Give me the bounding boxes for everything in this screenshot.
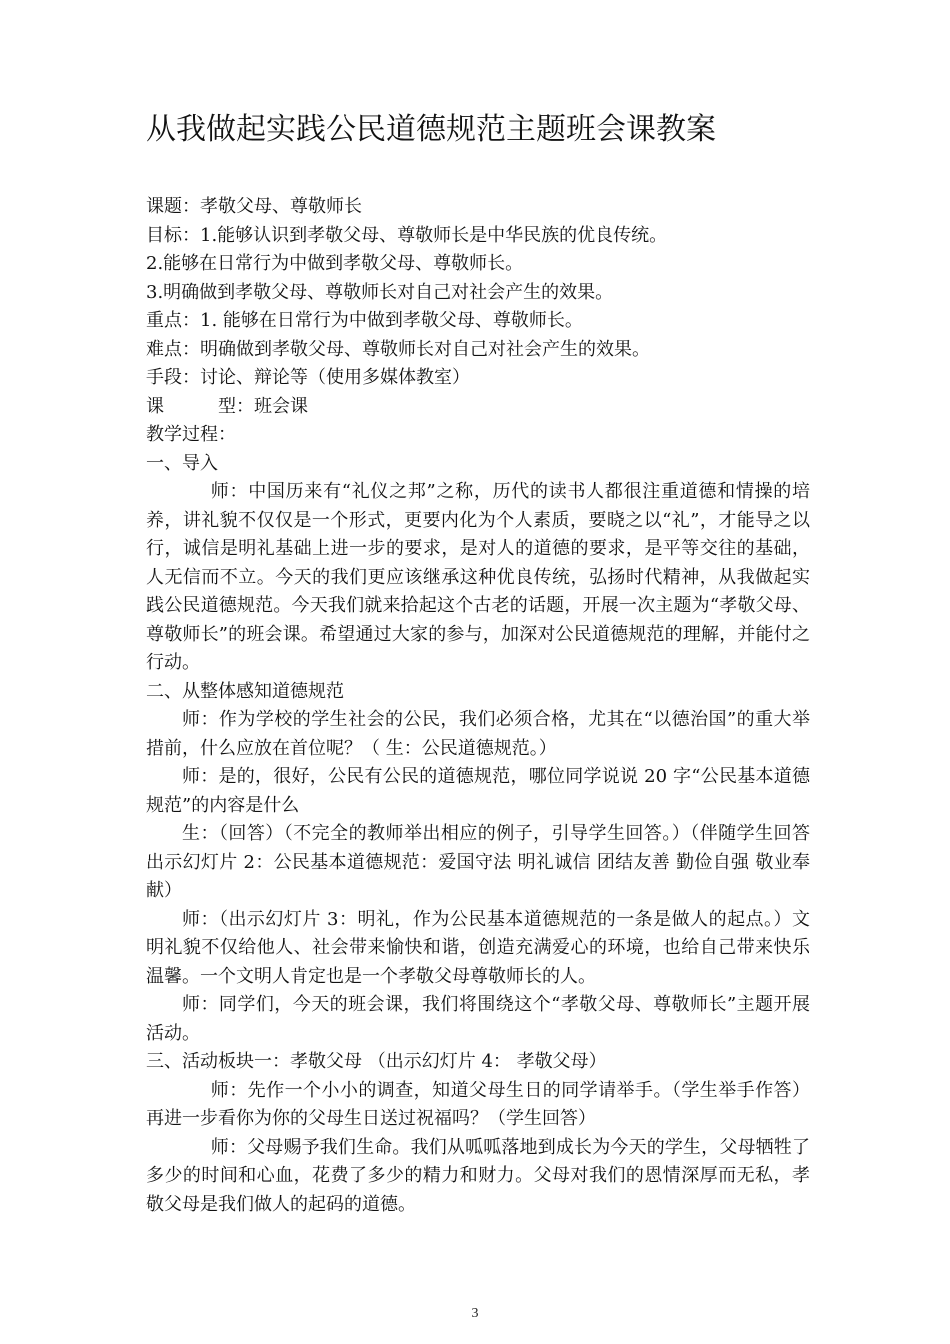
type-line: 课 型：班会课 [146,395,308,417]
goal-line-3: 3.明确做到孝敬父母、尊敬师长对自己对社会产生的效果。 [146,281,614,303]
means-line: 手段：讨论、辩论等（使用多媒体教室） [146,367,470,388]
section-heading-1: 一、导入 [146,452,218,474]
paragraph-parents: 师：父母赐予我们生命。我们从呱呱落地到成长为今天的学生，父母牺牲了多少的时间和心血，花费了多少的精力和财力。父母对我们的恩情深厚而无私，孝敬父母是我们做人的起码的道德。 [146,1136,810,1215]
process-line: 教学过程： [146,424,236,445]
paragraph-survey: 师：先作一个小小的调查，知道父母生日的同学请举手。（学生举手作答）再进一步看你为你的父母生日送过祝福吗？（学生回答） [146,1079,810,1129]
topic-line: 课题：孝敬父母、尊敬师长 [146,196,362,217]
goal-line-1: 目标：1.能够认识到孝敬父母、尊敬师长是中华民族的优良传统。 [146,224,668,246]
difficulty-line: 难点：明确做到孝敬父母、尊敬师长对自己对社会产生的效果。 [146,338,650,360]
paragraph-norms-question: 师：是的，很好，公民有公民的道德规范，哪位同学说说 20 字“公民基本道德规范”的内容是什么 [146,766,810,816]
page-number: 3 [471,1306,479,1321]
document-body [146,193,810,1219]
document-title: 从我做起实践公民道德规范主题班会课教案 [146,112,716,147]
section-heading-3: 三、活动板块一：孝敬父母 （出示幻灯片 4： 孝敬父母） [146,1051,607,1072]
paragraph-theme: 师：同学们，今天的班会课，我们将围绕这个“孝敬父母、尊敬师长”主题开展活动。 [146,994,810,1044]
paragraph-citizen: 师：作为学校的学生社会的公民，我们必须合格，尤其在“以德治国”的重大举措前，什么应放在首位呢？（ 生：公民道德规范。） [146,709,810,759]
section-heading-2: 二、从整体感知道德规范 [146,680,344,702]
goal-line-2: 2.能够在日常行为中做到孝敬父母、尊敬师长。 [146,253,524,274]
paragraph-student-answer: 生：（回答）（不完全的教师举出相应的例子，引导学生回答。）（伴随学生回答出示幻灯片 2：公民基本道德规范：爱国守法 明礼诚信 团结友善 勤俭自强 敬业奉献） [146,823,810,901]
paragraph-intro: 师：中国历来有“礼仪之邦”之称，历代的读书人都很注重道德和情操的培养，讲礼貌不仅仅是一个形式，更要内化为个人素质，要晓之以“礼”，才能导之以行，诚信是明礼基础上进一步的要求，是对人的道德的要求，是平等交往的基础，人无信而不立。今天的我们更应该继承这种优良传统，弘扬时代精神，从我做起实践公民道德规范。今天我们就来拾起这个古老的话题，开展一次主题为“孝敬父母、尊敬师长”的班会课。希望通过大家的参与，加深对公民道德规范的理解，并能付之行动。 [146,481,810,673]
paragraph-courtesy: 师：（出示幻灯片 3：明礼，作为公民基本道德规范的一条是做人的起点。）文明礼貌不仅给他人、社会带来愉快和谐，创造充满爱心的环境，也给自己带来快乐温馨。一个文明人肯定也是一个孝敬父母尊敬师长的人。 [146,908,810,987]
focus-line: 重点：1. 能够在日常行为中做到孝敬父母、尊敬师长。 [146,310,583,331]
